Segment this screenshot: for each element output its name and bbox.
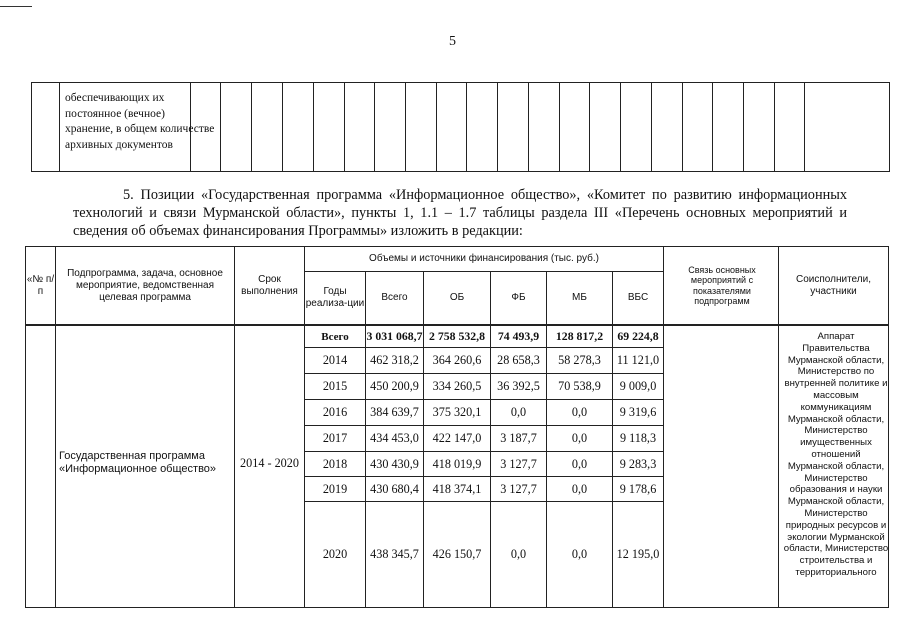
year-cell: 2019 <box>322 481 348 496</box>
mb-cell: 58 278,3 <box>558 353 601 367</box>
ob-cell: 2 758 532,8 <box>428 329 486 343</box>
vbs-cell: 11 121,0 <box>616 353 660 367</box>
paragraph-text: 5. Позиции «Государственная программа «Информационное общество», «Комитет по развитию информационных технологий и связи Мурманской области», пункты 1, 1.1 – 1.7 таблицы раздела III «Перечень основных мероприятий и сведения об объемах финансирования Программы» изложить в редакции: <box>73 187 847 239</box>
header-years: Годы реализа-ции <box>305 286 365 309</box>
year-cell: Всего <box>321 330 349 343</box>
header-funding-group: Объемы и источники финансирования (тыс. руб.) <box>369 253 599 264</box>
total-cell: 434 453,0 <box>370 431 419 445</box>
year-cell: 2014 <box>322 353 348 367</box>
vbs-cell: 69 224,8 <box>617 329 659 343</box>
year-cell: 2015 <box>322 379 348 393</box>
header-participants: Соисполнители, участники <box>796 273 871 297</box>
header-term: Срок выполнения <box>241 273 298 297</box>
funding-table <box>25 246 889 608</box>
fb-cell: 36 392,5 <box>497 379 540 393</box>
total-cell: 430 430,9 <box>370 456 419 471</box>
header-fb: ФБ <box>511 292 526 303</box>
fb-cell: 3 187,7 <box>500 431 537 445</box>
mb-cell: 70 538,9 <box>558 379 601 393</box>
total-cell: 450 200,9 <box>370 379 419 393</box>
fb-cell: 3 127,7 <box>500 456 537 471</box>
participants-text: Аппарат Правительства Мурманской области, Министерство по внутренней политике и массовым коммуникациям Мурманской области, Министерство имущественных отношений Мурманской области, Министерство образования и науки Мурманской области, Министерство природных ресурсов и экологии Мурманской области, Министерство строительства и территориального <box>783 331 889 578</box>
term-value: 2014 - 2020 <box>240 456 299 470</box>
fb-cell: 28 658,3 <box>497 353 540 367</box>
header-mb: МБ <box>572 292 587 303</box>
vbs-cell: 9 009,0 <box>619 379 657 393</box>
fb-cell: 3 127,7 <box>500 481 537 496</box>
continuation-table <box>31 82 890 172</box>
year-cell: 2018 <box>322 456 348 471</box>
continuation-text: обеспечивающих их постоянное (вечное) хранение, в общем количестве архивных документов <box>65 92 215 151</box>
header-vbs: ВБС <box>627 292 649 303</box>
vbs-cell: 9 178,6 <box>619 481 657 496</box>
page-number: 5 <box>449 34 456 49</box>
mb-cell: 0,0 <box>571 481 588 496</box>
header-total: Всего <box>381 292 408 303</box>
fb-cell: 0,0 <box>510 405 527 419</box>
ob-cell: 364 260,6 <box>432 353 482 367</box>
mb-cell: 0,0 <box>571 547 588 561</box>
year-cell: 2017 <box>322 431 348 445</box>
vbs-cell: 12 195,0 <box>616 547 660 561</box>
ob-cell: 426 150,7 <box>432 547 482 561</box>
mb-cell: 128 817,2 <box>555 329 604 343</box>
total-cell: 438 345,7 <box>370 547 419 561</box>
mb-cell: 0,0 <box>571 431 588 445</box>
vbs-cell: 9 319,6 <box>619 405 657 419</box>
ob-cell: 334 260,5 <box>432 379 482 393</box>
vbs-cell: 9 283,3 <box>619 456 657 471</box>
ob-cell: 422 147,0 <box>432 431 482 445</box>
header-link: Связь основных мероприятий с показателями подпрограмм <box>688 264 756 306</box>
total-cell: 384 639,7 <box>370 405 419 419</box>
program-name: Государственная программа «Информационное общество» <box>59 450 217 475</box>
total-cell: 430 680,4 <box>370 481 419 496</box>
header-subprogram: Подпрограмма, задача, основное мероприятие, ведомственная целевая программа <box>67 267 223 303</box>
ob-cell: 418 374,1 <box>432 481 482 496</box>
total-cell: 462 318,2 <box>370 353 419 367</box>
year-cell: 2020 <box>322 547 348 561</box>
fb-cell: 0,0 <box>510 547 527 561</box>
header-ob: ОБ <box>449 292 465 303</box>
header-num: «№ п/п <box>26 273 55 297</box>
corner-mark <box>0 0 32 7</box>
fb-cell: 74 493,9 <box>497 329 540 343</box>
mb-cell: 0,0 <box>571 405 588 419</box>
ob-cell: 375 320,1 <box>432 405 482 419</box>
instruction-paragraph <box>73 186 847 240</box>
vbs-cell: 9 118,3 <box>619 431 657 445</box>
ob-cell: 418 019,9 <box>432 456 482 471</box>
year-cell: 2016 <box>322 405 348 419</box>
mb-cell: 0,0 <box>571 456 588 471</box>
total-cell: 3 031 068,7 <box>366 329 423 343</box>
